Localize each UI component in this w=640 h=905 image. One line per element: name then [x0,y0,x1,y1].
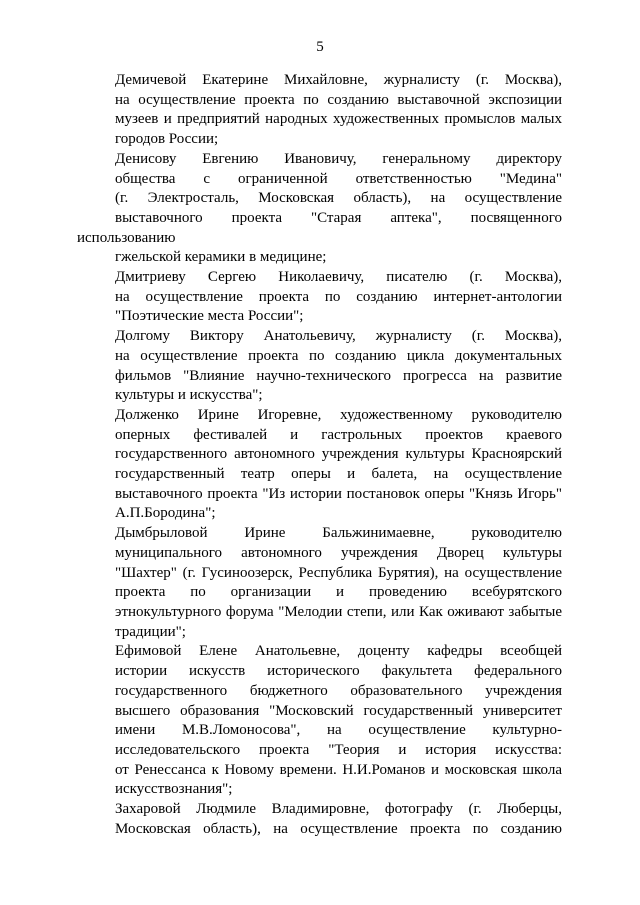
text-line: традиции"; [115,623,186,640]
text-line: общества с ограниченной ответственностью "Медина" [115,170,562,187]
paragraph-dmitriev [77,268,562,327]
text-line: Московская область), на осуществление проекта по созданию [115,820,562,837]
text-line: городов России; [115,131,219,148]
text-line: Долгому Виктору Анатольевичу, журналисту (г. Москва), [115,328,562,345]
text-line: государственного автономного учреждения культуры Красноярский [115,446,562,463]
text-line: Ефимовой Елене Анатольевне, доценту кафедры всеобщей [115,643,562,660]
text-line: культуры и искусства"; [115,387,263,404]
text-line: выставочного проекта "Из истории постановок оперы "Князь Игорь" [115,485,562,502]
text-line: выставочного проекта "Старая аптека", посвященного использованию [77,209,562,246]
text-line: на осуществление проекта по созданию интернет-антологии [115,288,562,305]
paragraph-dolzhenko [77,406,562,524]
text-line: оперных фестивалей и гастрольных проектов краевого [115,426,562,443]
text-line: от Ренессанса к Новому времени. Н.И.Романов и московская школа [115,761,562,778]
text-line: имени М.В.Ломоносова", на осуществление культурно- [115,722,562,739]
text-line: истории искусств исторического факультета федерального [115,663,562,680]
paragraph-efimova [77,642,562,800]
paragraph-zakharova [77,800,562,839]
text-line: гжельской керамики в медицине; [115,249,327,266]
paragraph-denisov [77,150,562,268]
text-line: искусствознания"; [115,781,233,798]
text-line: музеев и предприятий народных художественных промыслов малых [115,111,562,128]
text-line: этнокультурного форума "Мелодии степи, или Как оживают забытые [115,603,562,620]
text-line: государственный театр оперы и балета, на осуществление [115,466,562,483]
text-line: "Поэтические места России"; [115,308,304,325]
text-line: Захаровой Людмиле Владимировне, фотографу (г. Люберцы, [115,801,562,818]
page-number: 5 [316,39,324,55]
paragraph-demicheva [77,71,562,150]
document-body [77,71,562,839]
text-line: муниципального автономного учреждения Дворец культуры [115,544,562,561]
text-line: на осуществление проекта по созданию цикла документальных [115,347,562,364]
paragraph-dymbrylova [77,524,562,642]
text-line: А.П.Бородина"; [115,505,216,522]
text-line: "Шахтер" (г. Гусиноозерск, Республика Бурятия), на осуществление [115,564,562,581]
text-line: высшего образования "Московский государственный университет [115,702,562,719]
text-line: исследовательского проекта "Теория и история искусства: [115,741,562,758]
text-line: Демичевой Екатерине Михайловне, журналисту (г. Москва), [115,72,562,88]
text-line: проекта по организации и проведению всебурятского [115,584,562,601]
paragraph-dolgiy [77,327,562,406]
text-line: Дмитриеву Сергею Николаевичу, писателю (г. Москва), [115,269,562,286]
text-line: на осуществление проекта по созданию выставочной экспозиции [115,91,562,108]
text-line: фильмов "Влияние научно-технического прогресса на развитие [115,367,562,384]
text-line: Долженко Ирине Игоревне, художественному руководителю [115,406,562,423]
text-line: Дымбрыловой Ирине Бальжинимаевне, руководителю [115,525,562,542]
text-line: государственного бюджетного образовательного учреждения [115,682,562,699]
text-line: (г. Электросталь, Московская область), на осуществление [115,190,562,207]
text-line: Денисову Евгению Ивановичу, генеральному директору [115,150,562,167]
